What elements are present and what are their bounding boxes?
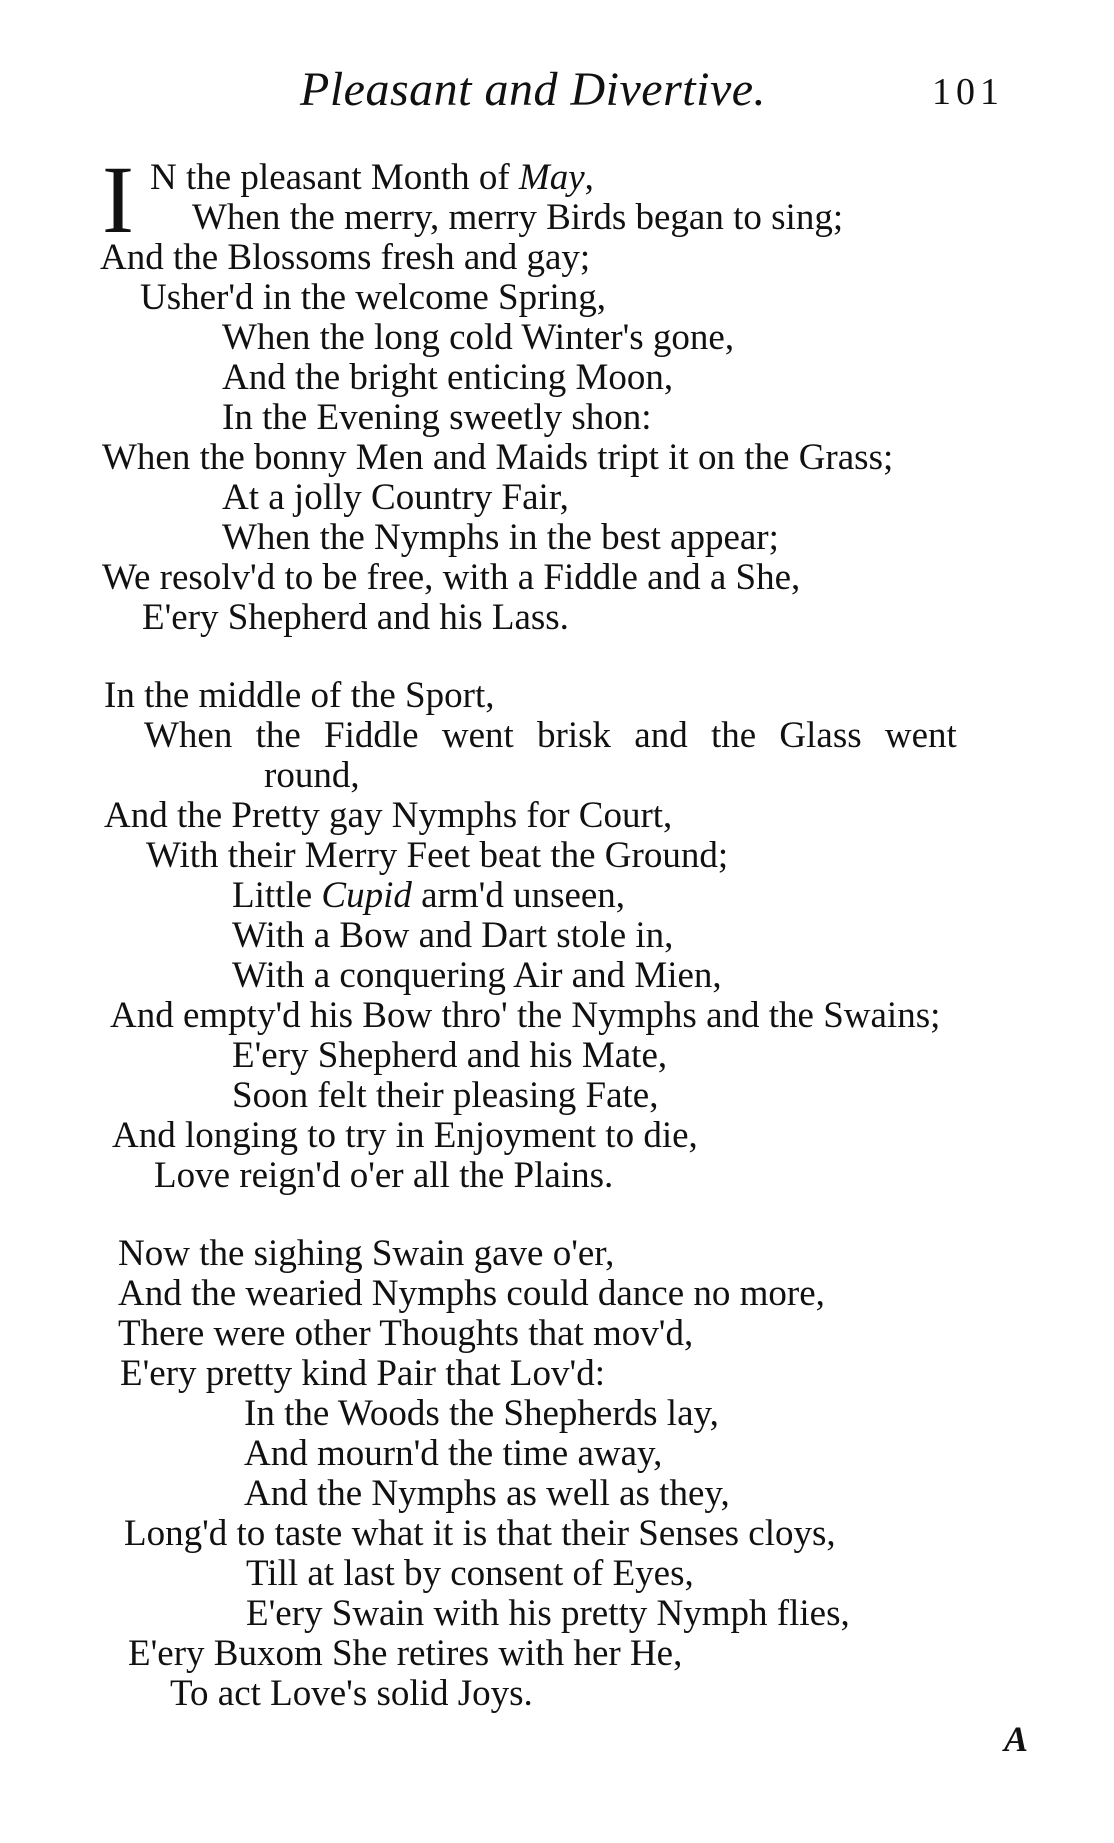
poem-line: E'ery Shepherd and his Mate,: [232, 1035, 668, 1076]
line-text: arm'd unseen,: [411, 875, 626, 916]
poem-line: Long'd to taste what it is that their Senses cloys,: [124, 1513, 836, 1554]
poem-line: Usher'd in the welcome Spring,: [140, 277, 606, 318]
poem-line: In the Woods the Shepherds lay,: [244, 1393, 719, 1434]
line-text: Little: [232, 875, 322, 916]
poem-line: When the Nymphs in the best appear;: [222, 517, 779, 558]
poem-line: Soon felt their pleasing Fate,: [232, 1075, 659, 1116]
poem-line: In the Evening sweetly shon:: [222, 397, 652, 438]
italic-word: May: [518, 157, 585, 198]
poem-line: When the Fiddle went brisk and the Glass went: [144, 715, 957, 756]
poem-line: [232, 876, 625, 916]
poem-line: And the Pretty gay Nymphs for Court,: [104, 795, 673, 836]
signature-mark: A: [1004, 1719, 1029, 1759]
poem-line: With a conquering Air and Mien,: [232, 955, 722, 996]
poem-line: To act Love's solid Joys.: [170, 1673, 533, 1714]
poem-line: And mourn'd the time away,: [244, 1433, 663, 1474]
line-text: N the pleasant Month of: [150, 157, 519, 198]
poem-line: With a Bow and Dart stole in,: [232, 915, 674, 956]
poem-line: When the long cold Winter's gone,: [222, 317, 735, 358]
poem-line: And longing to try in Enjoyment to die,: [112, 1115, 698, 1156]
italic-word: Cupid: [321, 875, 412, 916]
poem-line: And empty'd his Bow thro' the Nymphs and the Swains;: [110, 995, 941, 1036]
poem-line: And the wearied Nymphs could dance no more,: [118, 1273, 825, 1314]
poem-line: When the bonny Men and Maids tript it on the Grass;: [102, 437, 894, 478]
poem-line: In the middle of the Sport,: [104, 675, 495, 716]
poem-line: We resolv'd to be free, with a Fiddle and a She,: [102, 557, 801, 598]
poem-line: With their Merry Feet beat the Ground;: [146, 835, 729, 876]
poem-line: [150, 158, 594, 198]
poem-line: E'ery Swain with his pretty Nymph flies,: [246, 1593, 850, 1634]
poem-line: And the Nymphs as well as they,: [244, 1473, 730, 1514]
poem-line: E'ery pretty kind Pair that Lov'd:: [120, 1353, 605, 1394]
poem-line: When the merry, merry Birds began to sing;: [192, 197, 844, 238]
poem-line: And the bright enticing Moon,: [222, 357, 674, 398]
poem-line: At a jolly Country Fair,: [222, 477, 569, 518]
drop-cap: I: [102, 146, 134, 253]
running-title: Pleasant and Divertive.: [300, 63, 767, 116]
poem-line: round,: [264, 755, 360, 796]
page-number: 101: [932, 71, 1004, 113]
poem-line: Now the sighing Swain gave o'er,: [118, 1233, 615, 1274]
poem-line: Till at last by consent of Eyes,: [246, 1553, 694, 1594]
poem-line: E'ery Shepherd and his Lass.: [142, 597, 569, 638]
poem-line: E'ery Buxom She retires with her He,: [128, 1633, 683, 1674]
poem-line: Love reign'd o'er all the Plains.: [154, 1155, 614, 1196]
line-text: ,: [584, 157, 594, 198]
poem-line: And the Blossoms fresh and gay;: [100, 237, 591, 278]
poem-line: There were other Thoughts that mov'd,: [118, 1313, 694, 1354]
